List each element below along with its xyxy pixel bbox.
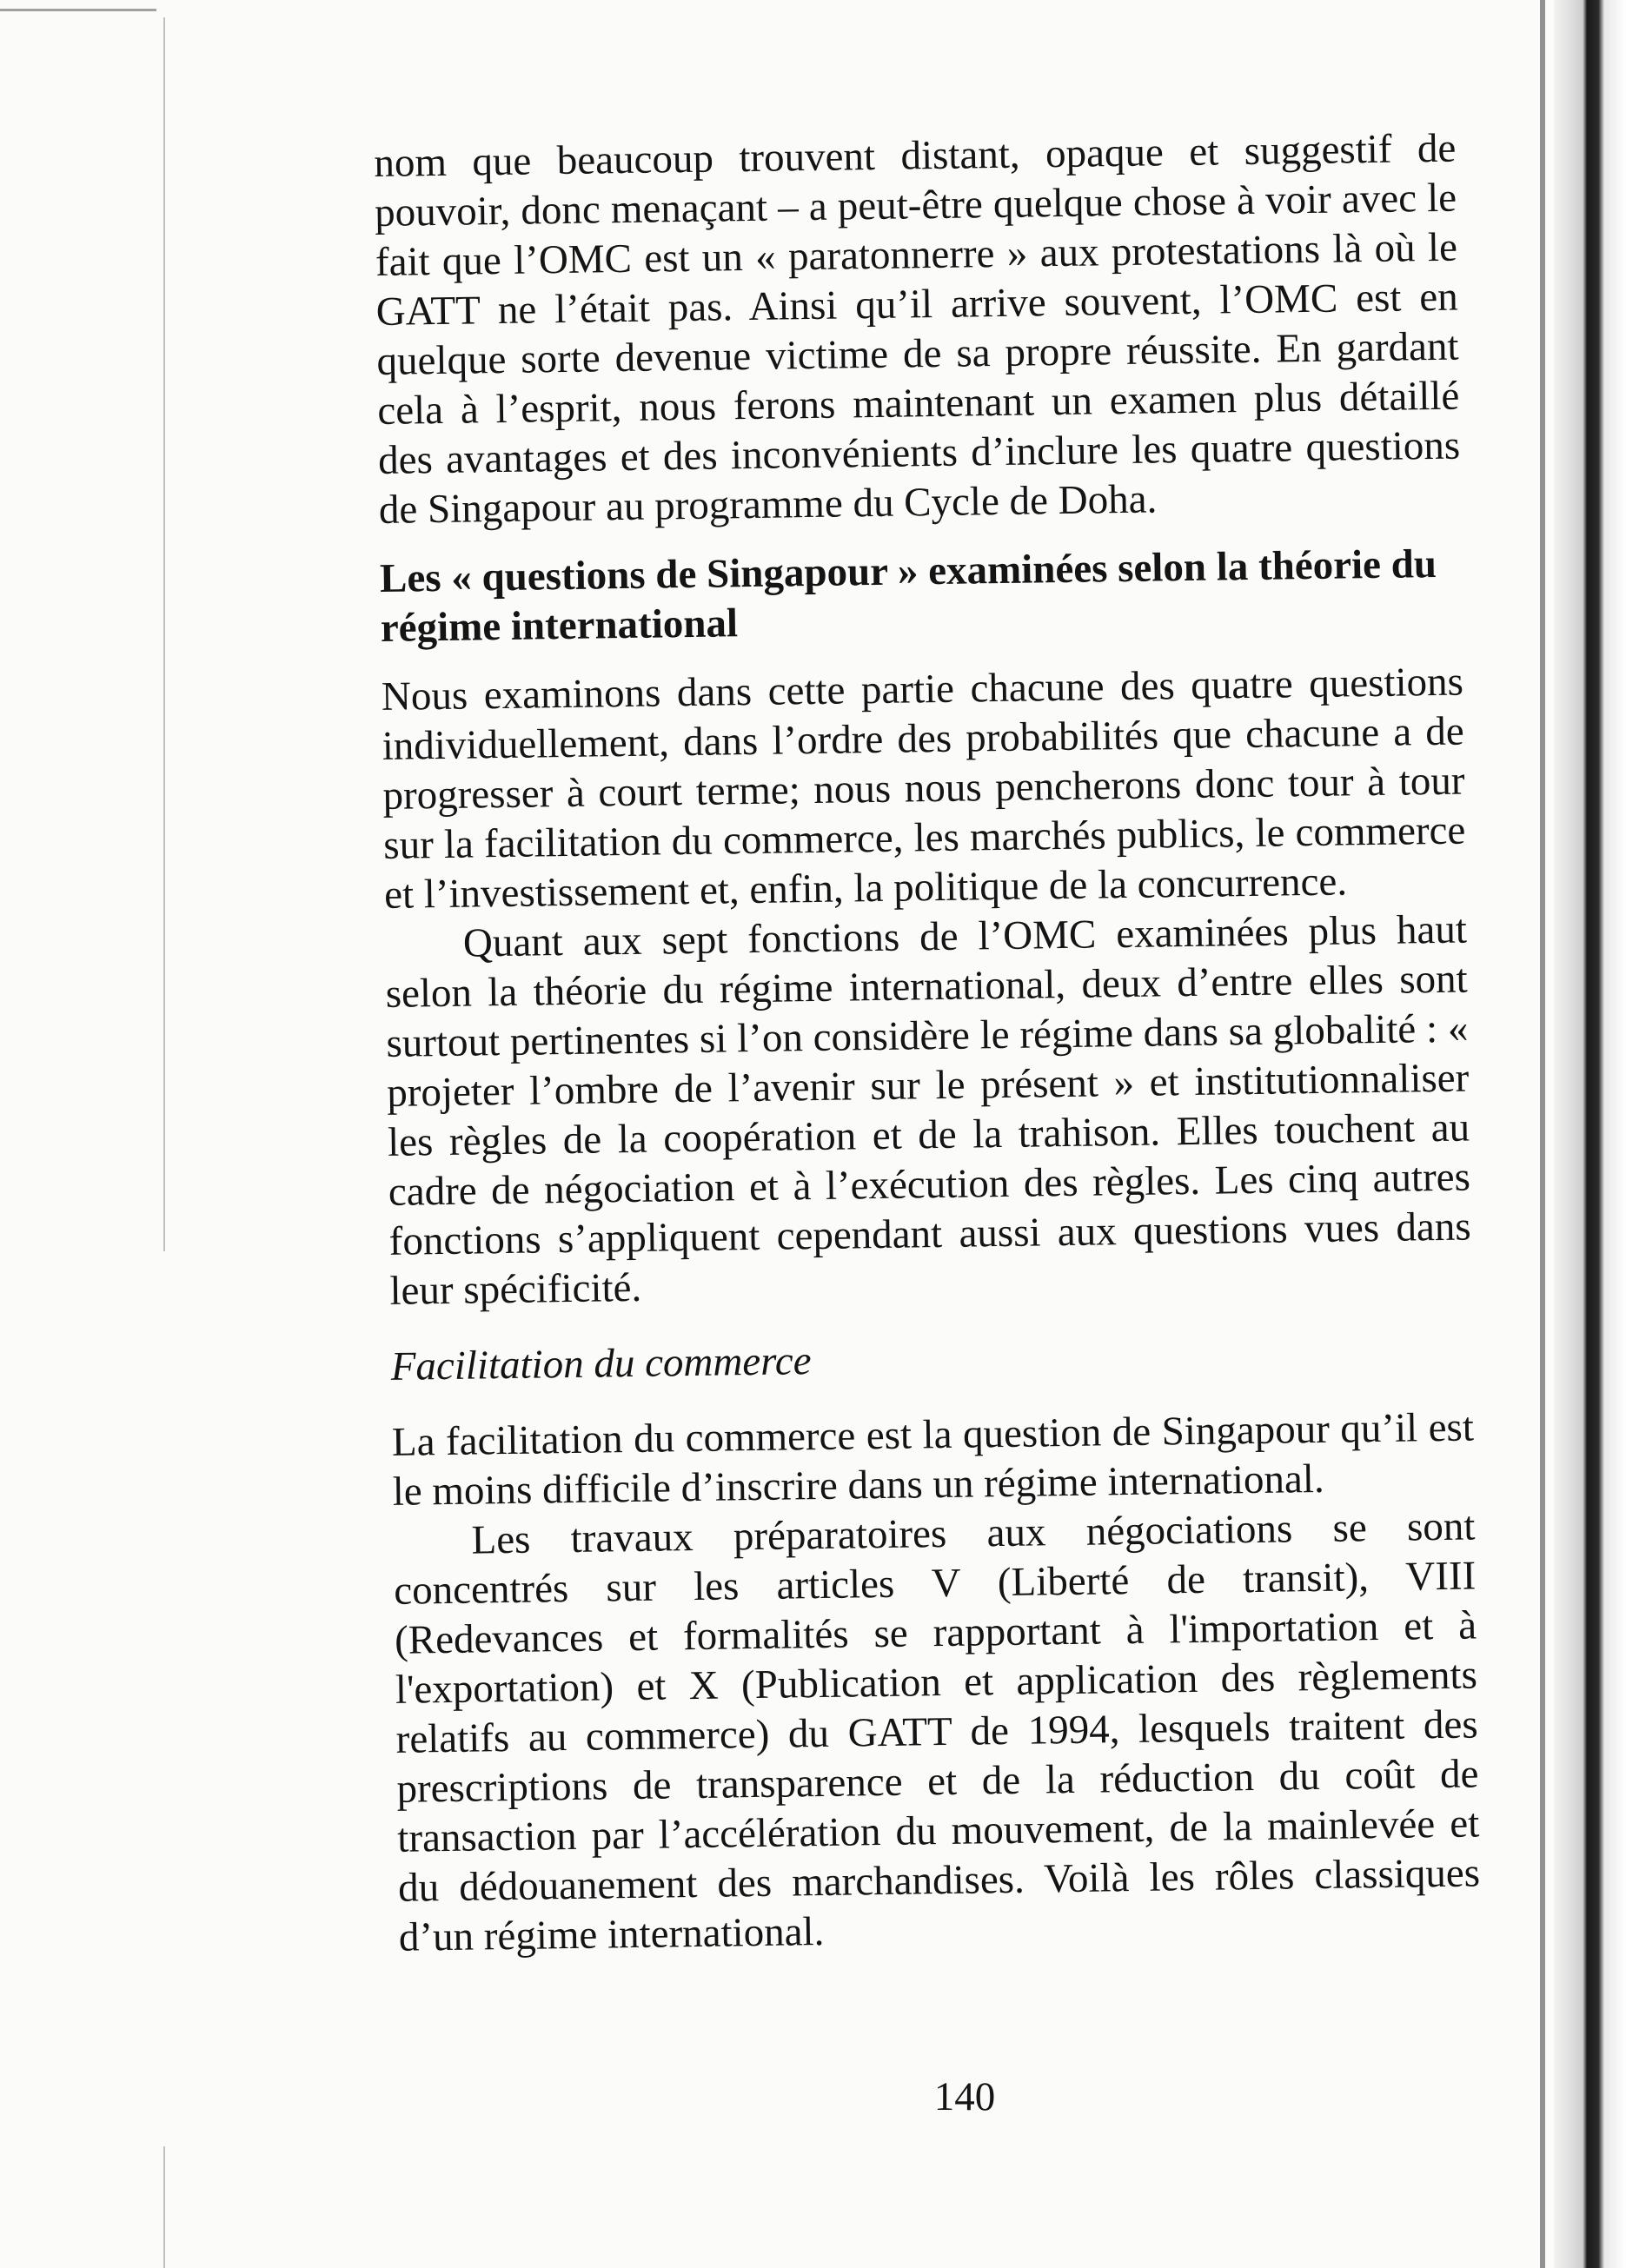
binding-shadow-line bbox=[163, 17, 165, 1251]
body-paragraph: Nous examinons dans cette partie chacune des quatre questions individuellement, dans l’ordre des probabilités que chacune a de progresser à court terme; nous nous pencherons donc tour à tour sur la facilitation du commerce, les marchés publics, le commerce et l’investissement et, enfin, la politique de la concurrence. bbox=[381, 659, 1466, 918]
body-paragraph: Quant aux sept fonctions de l’OMC examinées plus haut selon la théorie du régime international, deux d’entre elles sont surtout pertinentes si l’on considère le régime dans sa globalité : « projeter l’ombre de l’avenir sur le présent » et institutionnaliser les règles de la coopération et de la trahison. Elles touchent au cadre de négociation et à l’exécution des règles. Les cinq autres fonctions s’appliquent cependant aussi aux questions vues dans leur spécificité. bbox=[385, 906, 1471, 1314]
section-heading: Les « questions de Singapour » examinées selon la théorie du régime international bbox=[379, 540, 1437, 651]
body-paragraph: La facilitation du commerce est la question de Singapour qu’il est le moins difficile d’inscrire dans un régime international. bbox=[391, 1404, 1475, 1515]
page-edge-shadow bbox=[1540, 0, 1545, 2268]
book-edge bbox=[1554, 0, 1626, 2268]
binding-shadow-line-lower bbox=[163, 2146, 165, 2268]
body-paragraph: Les travaux préparatoires aux négociations se sont concentrés sur les articles V (Liberté de transit), VIII (Redevances et formalités se rapportant à l'importation et à l'exportation) et X (Publication et application des règlements relatifs au commerce) du GATT de 1994, lesquels traitent des prescriptions de transparence et de la réduction du coût de transaction par l’accélération du mouvement, de la mainlevée et du dédouanement des marchandises. Voilà les rôles classiques d’un régime international. bbox=[393, 1503, 1481, 1960]
subsection-heading: Facilitation du commerce bbox=[390, 1338, 812, 1389]
page-number: 140 bbox=[933, 2074, 996, 2119]
body-paragraph: nom que beaucoup trouvent distant, opaque et suggestif de pouvoir, donc menaçant – a peut-être quelque chose à voir avec le fait que l’OMC est un « paratonnerre » aux protestations là où le GATT ne l’était pas. Ainsi qu’il arrive souvent, l’OMC est en quelque sorte devenue victime de sa propre réussite. En gardant cela à l’esprit, nous ferons maintenant un examen plus détaillé des avantages et des inconvénients d’inclure les quatre questions de Singapour au programme du Cycle de Doha. bbox=[374, 125, 1461, 533]
page-body bbox=[374, 124, 1481, 1963]
scan-top-rule bbox=[0, 9, 156, 11]
